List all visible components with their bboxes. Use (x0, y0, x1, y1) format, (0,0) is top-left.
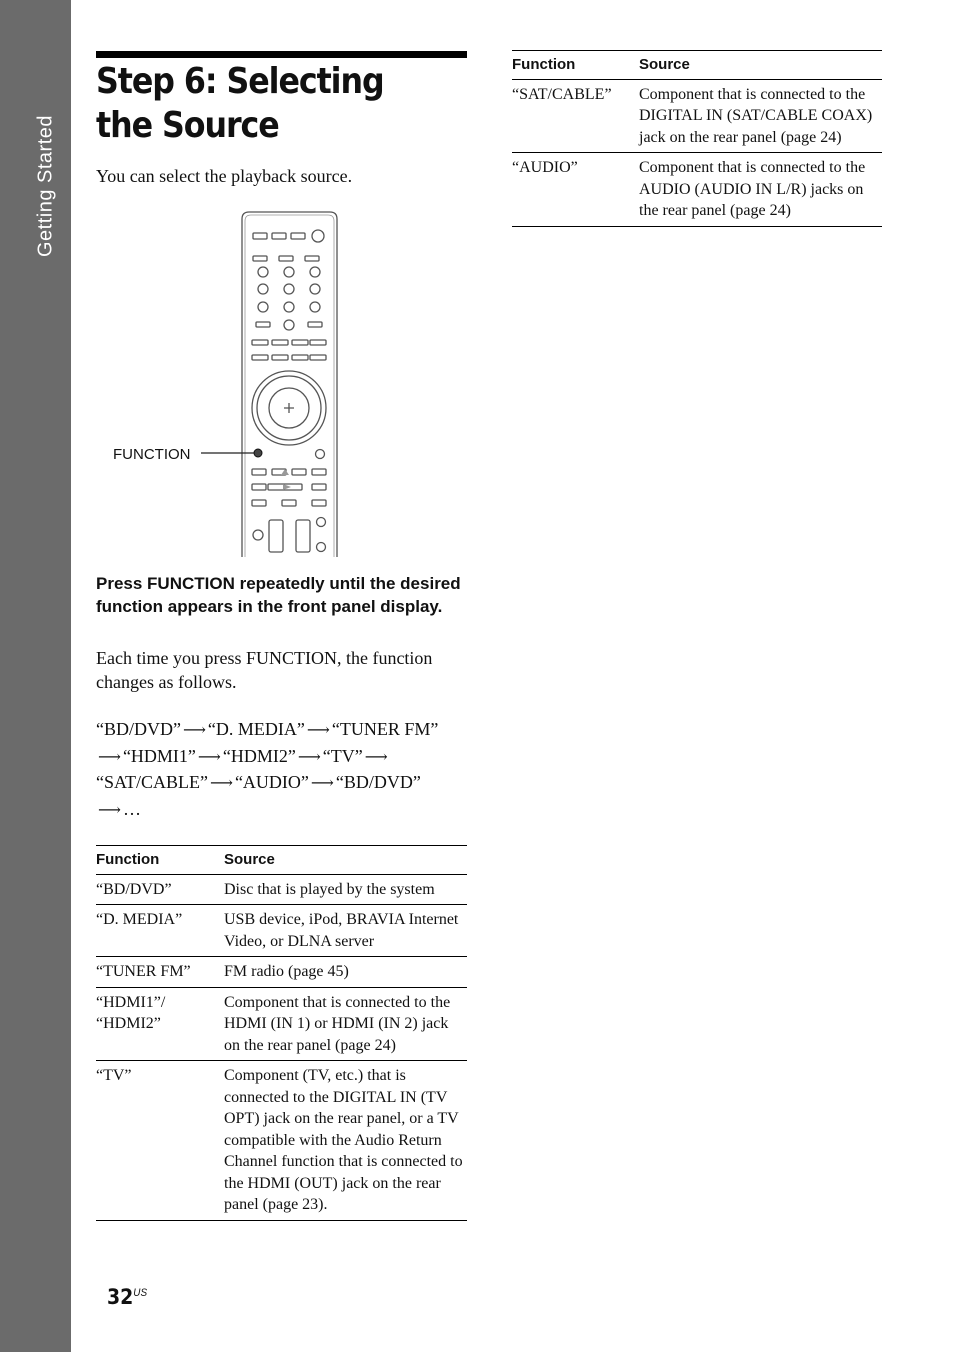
side-tab (0, 0, 71, 1352)
arrow-right-icon: ⟶ (197, 748, 221, 766)
function-callout-label: FUNCTION (113, 446, 191, 463)
cell-source: Disc that is played by the system (224, 874, 467, 905)
body-paragraph: Each time you press FUNCTION, the function changes as follows. (96, 648, 433, 692)
cell-source: Component that is connected to the DIGITAL IN (SAT/CABLE COAX) jack on the rear panel (page 24) (639, 79, 882, 153)
remote-control-illustration (100, 205, 360, 560)
function-source-table (96, 845, 467, 1221)
seq-item: “TV” (322, 745, 363, 766)
seq-item: “AUDIO” (234, 772, 309, 792)
seq-item: … (122, 798, 141, 819)
intro-text: You can select the playback source. (96, 166, 353, 186)
seq-item: “TUNER FM” (331, 719, 439, 739)
table-row (512, 79, 882, 153)
arrow-right-icon: ⟶ (310, 775, 334, 792)
cell-function: “TUNER FM” (96, 957, 224, 988)
seq-item: “SAT/CABLE” (96, 772, 208, 792)
seq-item: “BD/DVD” (96, 719, 181, 739)
arrow-right-icon: ⟶ (98, 748, 121, 766)
page-title: Step 6: Selecting the Source (96, 61, 384, 146)
instruction-heading: Press FUNCTION repeatedly until the desired function appears in the front panel display. (96, 574, 461, 616)
page-number-suffix: US (133, 1287, 148, 1299)
page-number-value: 32 (107, 1285, 134, 1309)
title-rule (96, 51, 467, 58)
cell-function: “SAT/CABLE” (512, 79, 639, 153)
arrow-right-icon: ⟶ (364, 748, 388, 766)
function-sequence (96, 717, 471, 823)
header-function: Function (512, 51, 639, 80)
header-source: Source (224, 846, 467, 875)
cell-source: Component that is connected to the HDMI (IN 1) or HDMI (IN 2) jack on the rear panel (page 24) (224, 987, 467, 1061)
table-row (512, 153, 882, 227)
cell-function: “HDMI1”/ “HDMI2” (96, 987, 224, 1061)
table-row (96, 1061, 467, 1221)
cell-function: “AUDIO” (512, 153, 639, 227)
cell-function: “D. MEDIA” (96, 905, 224, 957)
cell-function: “BD/DVD” (96, 874, 224, 905)
arrow-right-icon: ⟶ (297, 748, 321, 766)
header-source: Source (639, 51, 882, 80)
table-header-row (96, 846, 467, 875)
seq-item: “D. MEDIA” (207, 719, 305, 739)
table-header-row (512, 51, 882, 80)
cell-source: Component (TV, etc.) that is connected to the DIGITAL IN (TV OPT) jack on the rear panel, or a TV compatible with the Audio Return Channel function that is connected to the HDMI (OUT) jack on the rear panel (page 23). (224, 1061, 467, 1221)
page-number (107, 1285, 147, 1309)
arrow-right-icon: ⟶ (210, 775, 233, 792)
seq-item: “BD/DVD” (335, 772, 421, 792)
arrow-right-icon: ⟶ (98, 801, 121, 819)
arrow-right-icon: ⟶ (182, 722, 206, 739)
table-row (96, 987, 467, 1061)
seq-item: “HDMI2” (222, 745, 296, 766)
cell-source: FM radio (page 45) (224, 957, 467, 988)
cell-source: USB device, iPod, BRAVIA Internet Video, or DLNA server (224, 905, 467, 957)
side-tab-label: Getting Started (34, 114, 57, 258)
header-function: Function (96, 846, 224, 875)
table-row (96, 957, 467, 988)
table-row (96, 905, 467, 957)
cell-source: Component that is connected to the AUDIO (AUDIO IN L/R) jacks on the rear panel (page 24) (639, 153, 882, 227)
table-row (96, 874, 467, 905)
seq-item: “HDMI1” (122, 745, 196, 766)
function-source-table-continued (512, 50, 882, 227)
cell-function: “TV” (96, 1061, 224, 1221)
arrow-right-icon: ⟶ (306, 722, 330, 739)
